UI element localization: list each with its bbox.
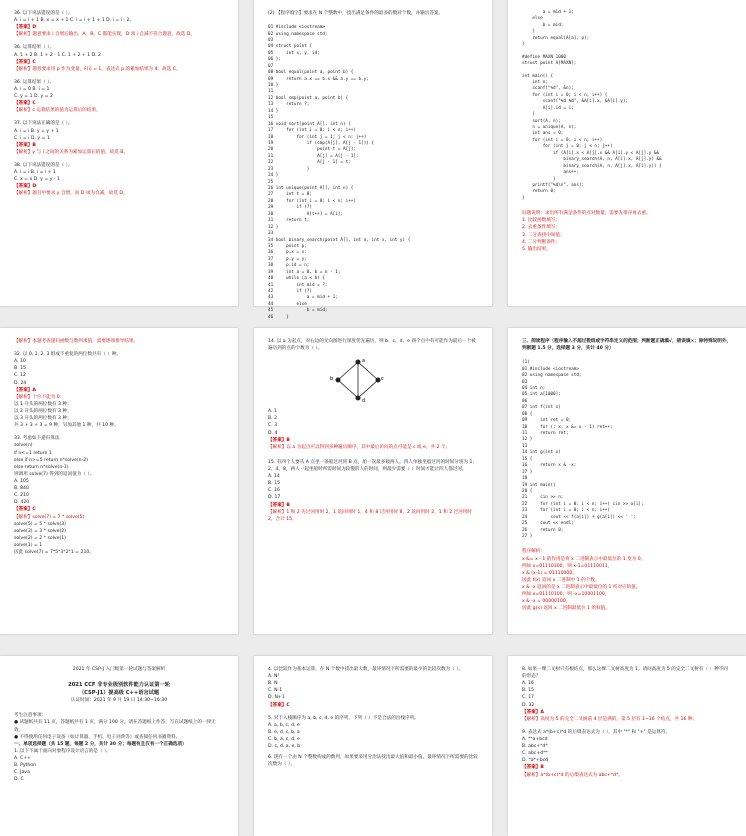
code-line: (1) (522, 360, 530, 366)
text-line: D. N+1 (268, 695, 285, 701)
option-line: B. 15 (268, 481, 280, 487)
text-line: B. N (268, 681, 278, 687)
code-line: if (A[i].x < A[j].x && A[i].y < A[j].y && (522, 150, 660, 156)
text-line: 9. 表达式 a*(b+c)*d 的后缀表达式为（ ），其中 "*" 和 "+" 是运算符。 (522, 729, 671, 735)
code-line: 05 int x, y, id; (268, 50, 320, 56)
code-line: 25 cout << endl; (522, 521, 574, 527)
code-line: 22 for (int i = 0; i < n; i++) cin >> a[i]; (522, 501, 644, 507)
question-15-options (268, 473, 478, 501)
exam-subtitle: （CSP-J1）提高级 C++语言试题 (78, 690, 160, 697)
undirected-graph-diagram (328, 356, 388, 404)
text-line: C. x = x D. y = y - 1 (14, 177, 60, 183)
code-line: a = mid + 1; (522, 10, 574, 15)
text-line: A. N² (268, 674, 280, 680)
code-line: return 0; (522, 189, 556, 195)
text-line: B. 15 (14, 366, 26, 372)
text-line: 【解析】题意要求 i 自增后输出，A、B、C 都能实现，D 项 i 自减不符合题意，故选 D。 (14, 32, 195, 38)
code-line: 01 #include <iostream> (268, 25, 325, 31)
code-line: 38 p.id = n; (268, 263, 310, 269)
option-line: C. 3 (268, 423, 278, 429)
code-line: 43 a = mid + 1; (268, 295, 338, 301)
text-line: A. i = 0 B. i = 1 (14, 86, 50, 92)
text-line: D. c, d, a, e, b (268, 744, 301, 750)
question-14: 14. 以 a 为起点，对右边的无向图进行深度优先遍历，则 b、c、d、e 四个点中有可能作为最后一个被遍历到的点的个数为（ ）。 (268, 339, 476, 352)
graph-node-label: b (330, 376, 334, 383)
code-line: 24 } (268, 173, 279, 179)
text-line: 5. 对于入栈顺序为 a, b, c, d, e 的序列，下列（ ）不是合法的出栈序列。 (268, 715, 419, 721)
code-line: for (int i = 0; i < n; i++) { (522, 92, 608, 98)
code-line: for (int i = 0; i < n; i++) (522, 137, 603, 143)
exam-notes (14, 712, 224, 740)
code-line: n = unique(A, n); (522, 125, 577, 130)
code-line: 45 b = mid; (268, 308, 328, 314)
code-line: 41 int mid = ?; (268, 282, 328, 288)
code-line: 24 cout << f(a[i]) + g(a[i]) << ' '; (522, 514, 636, 520)
text-line: 36. 运算结果（ ）。 (14, 79, 55, 85)
text-line: 32. 以 0, 1, 2, 3 组成不重复的两位数共有（ ）种。 (14, 352, 122, 358)
section-title: 一、单项选择题（共 15 题，每题 2 分，共计 30 分；每题有且仅有一个正确选项） (14, 741, 187, 747)
code-line: 20 point t = A[j]; (268, 147, 356, 153)
code-line: 26 int unique(point A[], int n) { (268, 186, 354, 192)
text-line: 【解析】题目中要求 y 自增，而 D 项为自减，故选 D。 (14, 191, 128, 197)
exam-time: 认证时间：2021 年 9 月 19 日 14:30~16:30 (70, 698, 168, 704)
code-line: 04 int n; (522, 385, 546, 391)
code-line: 19 int main() (522, 482, 556, 488)
page-4-text (14, 338, 224, 556)
text-line: solve(3) = 3 * solve(2) (14, 528, 66, 534)
code-line: struct point A[MAXN]; (522, 61, 577, 67)
text-line: 【解析】y 与 i 之间的关系为累加运算后的值，故选 B。 (14, 149, 129, 155)
note-line: 例如 x=01110100，则 x-1=01110011， (522, 563, 613, 569)
code-line: 10 for (; x; x &= x - 1) ret++; (522, 424, 613, 430)
note-line: 2. 去重条件填写； (522, 225, 561, 231)
text-line: C. y = 1 D. y = 2 (14, 94, 53, 100)
text-line: C. N-1 (268, 688, 283, 694)
text-line: A. 105 (14, 478, 29, 484)
text-line: B. 840 (14, 486, 29, 492)
code-line: 39 int a = 0, b = n - 1; (268, 269, 341, 275)
note-line: ● 不得使用任何电子设备（如计算器、手机、电子词典等）或查阅任何书籍资料。 (14, 734, 181, 740)
text-line: 36. 运算结果（ ）。 (14, 45, 55, 51)
note-line: x & -x 返回的是 x 二进制表示中最低位的 1 所对应的值。 (522, 585, 641, 591)
page-6-code (522, 360, 732, 540)
code-line: 19 if (cmp(A[j], A[j - 1])) { (268, 140, 375, 146)
code-line: 10 } (268, 83, 279, 89)
code-line: A[i].id = i; (522, 105, 574, 111)
code-line: 07 (268, 63, 274, 69)
note-line: 因此 f(x) 返回 x 二进制中 1 的个数。 (522, 577, 600, 583)
code-line: 04 struct point { (268, 44, 312, 50)
code-line: 22 A[j - 1] = t; (268, 160, 351, 166)
text-line: A. 10 (14, 359, 26, 365)
code-line: 08 { (522, 411, 533, 417)
note-line: x & -x = 00000100。 (522, 599, 571, 605)
text-line: 以 1 开头的两位数有 3 种； (14, 401, 72, 407)
code-line: 09 int ret = 0; (522, 418, 572, 424)
text-line: 8. 如果一棵二叉树只有根结点，那么这棵二叉树高度为 1。请问高度为 5 的完全二叉树有（ ）种不同的形态？ (522, 667, 728, 680)
page-3-code (522, 10, 732, 202)
document-page-3 (508, 0, 746, 306)
note-line: 3. 二分查找中间值； (522, 232, 565, 238)
text-line: 【答案】C (268, 702, 290, 708)
note-line: ● 试题纸共有 11 页，答题纸共有 1 页，满分 100 分。请在答题纸上作答，写在试题纸上的一律无效。 (14, 720, 216, 733)
option-line: A. 14 (268, 474, 280, 480)
page-9-text (522, 666, 732, 779)
code-line: b = mid; (522, 22, 564, 28)
text-line: 【答案】A (522, 709, 544, 715)
text-line: C. abc+d** (522, 751, 548, 757)
graph-node-label: c (381, 376, 384, 383)
code-line: 08 bool equal(point a, point b) { (268, 70, 354, 76)
text-line: 【答案】C (14, 507, 36, 513)
text-line: B. 15 (522, 688, 534, 694)
text-line: C. i = i D. y = 1 (14, 135, 50, 141)
code-line: 06 }; (268, 57, 281, 63)
code-line: 14 } (268, 108, 279, 114)
text-line: solve(n) (14, 443, 33, 449)
code-line: 12 bool cmp(point a, point b) { (268, 95, 349, 101)
text-line: C. 210 (14, 493, 29, 499)
code-line: 17 } (522, 469, 533, 475)
code-line: 11 return ret; (522, 431, 569, 437)
code-line: 18 (522, 476, 528, 482)
note-line: 例如 x=01110100，则 -x=10001100， (522, 592, 610, 598)
code-line: 01 #include <iostream> (522, 366, 579, 372)
code-line: 11 (268, 89, 274, 95)
option-line: C. Java (14, 770, 30, 776)
text-line: solve(2) = 2 * solve(1) (14, 535, 66, 541)
code-line: 31 return t; (268, 218, 310, 224)
note-line: 因此 g(x) 返回 x 二进制最低位 1 的权值。 (522, 606, 610, 612)
exam-title: 2021 CCF 非专业级别软件能力认证第一轮 (68, 682, 170, 689)
option-line: B. 2 (268, 416, 277, 422)
code-line: scanf("%d", &n); (522, 86, 574, 92)
code-line: 15 (268, 115, 274, 121)
document-page-7 (0, 656, 238, 836)
text-line: 【解析】高度为 5 的完全二叉树前 4 层是满的，第 5 层有 1~16 个结点，共 16 种。 (522, 716, 698, 722)
text-line: 以 3 开头的两位数有 3 种； (14, 416, 72, 422)
code-line: 34 bool binary_search(point A[], int n, int x, int y) { (268, 237, 411, 243)
code-line: 21 A[j] = A[j - 1]; (268, 153, 359, 159)
text-line: solve(1) = 1 (14, 542, 43, 548)
question-14-options (268, 408, 478, 436)
code-line: 29 if (?) (268, 205, 312, 211)
page-2-intro: (2) 【程序填空】要求在 N 个整数中，找出满足条件的最多的数对个数，并输出答案。 (268, 11, 444, 16)
page-8-text (268, 666, 478, 768)
text-line: A. a, b, c, d, e (268, 722, 300, 728)
page-2-code (268, 25, 478, 321)
text-line: A. **a+bcd (522, 736, 548, 742)
code-line: 12 } (522, 437, 533, 443)
text-line: 33. 考虑如下递归算法 (14, 436, 60, 442)
text-line: 38. 以下说法错误的是（ ）。 (14, 162, 73, 168)
code-line: 44 else (268, 301, 307, 307)
document-page-9 (508, 656, 746, 836)
document-page-6 (508, 328, 746, 634)
document-page-4 (0, 328, 238, 634)
code-line: else (522, 16, 543, 22)
question-6: 6. 现有一个由 N 个整数构成的数列，如果要采用分治法找出最大值和最小值，最坏情况下所需要的比较次数为（ ）。 (268, 755, 478, 768)
text-line: A. i = i B. y = y + 1 (14, 128, 59, 134)
text-line: 【解析】十位不能为 0： (14, 394, 65, 400)
code-line: 46 } (268, 314, 289, 320)
text-line: solve(5) = 5 * solve(3) (14, 521, 66, 527)
option-line: A. C++ (14, 756, 31, 761)
text-line: A. 1 + 2 B. 1 + 2 - 1 C. 1 + 2 + 1 D. 2 (14, 52, 101, 58)
document-page-8 (254, 656, 492, 836)
text-line: 【答案】D (14, 184, 37, 190)
exam-header: 2021 年 CSP-J 入门级第一轮试题与答案解析 (72, 667, 166, 672)
text-line: else return n*solve(n-1) (14, 464, 69, 470)
document-page-1 (0, 0, 238, 306)
question-14-explanation: 【解析】以 a 为起点可以得到多种遍历顺序，其中最后访问的点可能是 c 或 e，共 2 个。 (268, 444, 451, 450)
code-line: 33 (268, 231, 274, 237)
code-line: binary_search(A, n, A[i].x, A[j].y) && (522, 157, 662, 163)
code-line: 18 for (int j = 1; j < n; j++) (268, 134, 367, 140)
code-line: sort(A, n); (522, 118, 561, 124)
code-line: } (522, 195, 525, 201)
code-line: 40 while (a < b) { (268, 276, 325, 282)
question-14-answer: 【答案】B (268, 437, 290, 443)
note-line: 问题说明：求出所有满足条件的点对数量，需要先排序再去重。 (522, 211, 651, 217)
section-header: 三、阅读程序（程序输入不超过数组或字符串定义的范围；判断题正确填√，错误填×；除特殊说明外，判断题 1.5 分，选择题 3 分，共计 40 分） (522, 339, 732, 352)
text-line: D. 32 (522, 702, 535, 708)
text-line: else if n>=5 return n*solve(n-2) (14, 457, 88, 463)
code-line: 06 (522, 398, 528, 404)
code-line: 03 (268, 37, 274, 43)
code-line: 13 (522, 443, 528, 449)
code-line: 14 int g(int x) (522, 450, 561, 456)
text-line: A. i = i + 1 B. x = x + 1 C. i = i + 1 + 1 D. i = i - 2。 (14, 18, 135, 24)
text-line: C. 17 (522, 695, 534, 701)
option-line: C. 16 (268, 488, 280, 494)
graph-node-label: d (362, 398, 366, 405)
code-line: 30 A[t++] = A[i]; (268, 211, 344, 217)
text-line: 则调用 solve(7) 得到的返回值为（ ）。 (14, 471, 95, 477)
code-line: 35 point p; (268, 243, 307, 249)
option-line: D. 17 (268, 495, 281, 501)
code-line: for (int j = 0; j < n; j++) (522, 144, 613, 150)
code-line: ans++; (522, 170, 579, 176)
code-line: 02 using namespace std; (268, 31, 328, 37)
code-line: binary_search(A, n, A[j].x, A[i].y)) { (522, 163, 662, 169)
text-line: A. i = i B. i = i + 1 (14, 170, 56, 176)
option-line: D. 4 (268, 430, 278, 436)
text-line: 【答案】B (522, 765, 544, 771)
text-line: A. 16 (522, 681, 534, 687)
text-line: 37. 以下说法正确的是（ ）。 (14, 121, 73, 127)
code-line: printf("%d\n", ans); (522, 182, 585, 188)
code-line: int n; (522, 79, 548, 85)
option-line: D. C (14, 777, 24, 783)
question-1-options (14, 755, 224, 783)
text-line: 4. 以比较作为基本运算，在 N 个数中找出最大数，最坏情况下所需要的最少的比较次数为（ ）。 (268, 667, 464, 672)
code-line: 05 int a[1000]; (522, 392, 561, 398)
text-line: D. 420 (14, 500, 30, 506)
code-line: } (522, 29, 535, 35)
note-line: 5. 输出结果。 (522, 246, 551, 252)
code-line: 15 { (522, 456, 533, 462)
text-line: 【解析】c 运算结果的值为运算后的结果。 (14, 108, 101, 114)
question-15-explanation: 【解析】1 和 2 先过河用时 2，1 返回用时 1，4 和 8 过河用时 8，2 返回用时 2，1 和 2 过河用时 2，合计 15。 (268, 509, 472, 522)
code-line: } (522, 112, 535, 118)
code-line: } (522, 42, 525, 48)
code-line: 23 for (int i = 0; i < n; i++) (522, 508, 610, 514)
code-line: 09 return a.x == b.x && a.y == b.y; (268, 76, 369, 82)
text-line: 【答案】C (14, 59, 36, 65)
text-line: if n<=1 return 1 (14, 450, 52, 456)
option-line: A. 1 (268, 409, 277, 415)
text-line: 【解析】solve(7) = 7 * solve(5) (14, 514, 85, 520)
code-line: 20 { (522, 488, 533, 494)
text-line: C. b, a, c, d, e (268, 736, 300, 742)
code-line: int ans = 0; (522, 131, 564, 137)
code-line: 07 int f(int x) (522, 405, 561, 411)
code-line: 27 } (522, 534, 533, 540)
text-line: C. 12 (14, 373, 26, 379)
graph-node-label: a (362, 358, 366, 365)
text-line: 36. 以下说法错误的是（ ）。 (14, 11, 73, 16)
question-1: 1. 以下不属于面向对象程序设计语言的是（ ）。 (14, 748, 111, 754)
code-line: } (522, 176, 556, 182)
note-line: x &= x - 1 的作用是将 x 二进制表示中最低位的 1 变为 0。 (522, 556, 646, 562)
document-page-5 (254, 328, 492, 634)
text-line: D. *a*+bcd (522, 758, 549, 764)
code-line: 28 for (int i = 0; i < n; i++) (268, 198, 356, 204)
code-line: 02 using namespace std; (522, 373, 582, 379)
code-line: #define MAXN 1000 (522, 54, 566, 60)
text-line: 【答案】A (14, 387, 36, 393)
code-line: 42 if (?) (268, 289, 312, 295)
note-line: 1. 比较函数填写； (522, 218, 561, 224)
page-6-notes (522, 548, 732, 612)
text-line: 【解析】a*(b+c)*d 的后缀表达式为 abc+*d*。 (522, 772, 623, 778)
code-line: 27 int t = 0; (268, 192, 312, 198)
note-line: 程序解析： (522, 549, 545, 555)
text-line: 共 3 + 3 + 3 = 9 种，另加其他 1 种，共 10 种。 (14, 423, 119, 429)
text-line: 【答案】D (14, 25, 37, 31)
option-line: B. Python (14, 763, 36, 769)
code-line: scanf("%d %d", &A[i].x, &A[i].y); (522, 99, 629, 105)
note-line: 考生注意事项： (14, 713, 47, 719)
code-line: 37 p.y = y; (268, 256, 307, 262)
note-line: 4. 二分判断条件； (522, 239, 561, 245)
question-15: 15. 有四个人要从 A 点坐一条船过河到 B 点，船一次最多载两人。四人单独坐船过河的时间分别为 1、2、4、8，两人一起坐船时所需时间为较慢的人的时间，则最少需要（ ）时间才能让四人都过河。 (268, 459, 478, 472)
text-line: 【答案】C (14, 101, 36, 107)
code-line: 13 return ?; (268, 102, 310, 108)
code-line: 26 return 0; (522, 527, 564, 533)
text-line: 【答案】B (14, 142, 36, 148)
code-line: 21 cin >> n; (522, 495, 564, 501)
text-line: B. abc+*d* (522, 744, 548, 750)
code-line: 25 (268, 179, 274, 185)
text-line: 以 2 开头的两位数有 3 种； (14, 408, 72, 414)
code-line: 32 } (268, 224, 279, 230)
note-line: x & (x-1) = 01110000。 (522, 570, 577, 576)
question-15-answer: 【答案】B (268, 502, 290, 508)
code-line: return equal(A[a], p); (522, 35, 590, 41)
code-line: 36 p.x = x; (268, 250, 307, 256)
code-line: 23 } (268, 166, 310, 172)
code-line: int main() { (522, 73, 554, 79)
page-1-text (14, 10, 224, 198)
code-line: 17 for (int i = 0; i < n; i++) (268, 128, 356, 134)
text-line: 【解析】题意要求用 p 作为变量，F(i) = 1，表达式 p 的累加结果为 4，故选 C。 (14, 66, 181, 72)
code-line: 16 return x & -x; (522, 463, 577, 469)
page-3-notes (522, 210, 732, 253)
code-line: 16 void sort(point A[], int n) { (268, 121, 351, 127)
text-line: B. e, d, c, b, a (268, 729, 300, 735)
text-line: D. 24 (14, 380, 27, 386)
document-page-2 (254, 0, 492, 320)
text-line: 【解析】本题考查递归函数与数列求值，需要逐项推导结果。 (14, 339, 139, 344)
text-line: 因此 solve(7) = 7*5*3*2*1 = 210。 (14, 550, 94, 556)
code-line: 03 (522, 379, 528, 385)
